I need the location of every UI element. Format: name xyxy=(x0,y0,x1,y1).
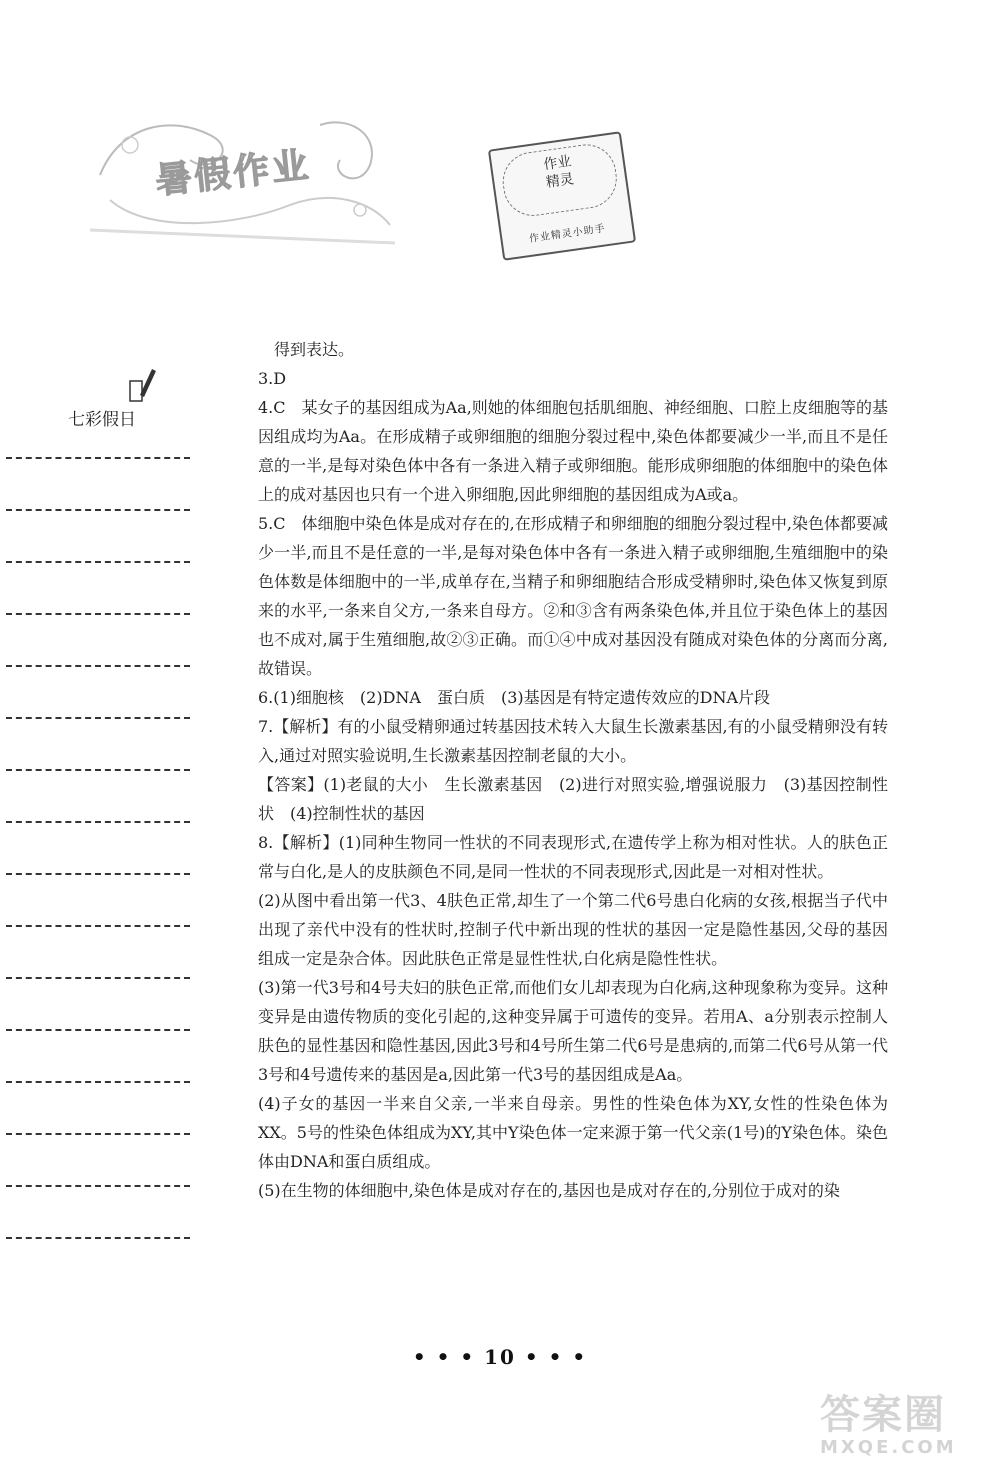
note-line xyxy=(6,1185,190,1187)
answer-paragraph: 7.【解析】有的小鼠受精卵通过转基因技术转入大鼠生长激素基因,有的小鼠受精卵没有转入,通过对照实验说明,生长激素基因控制老鼠的大小。 xyxy=(258,717,888,765)
note-line xyxy=(6,509,190,511)
sidebar-title: 七彩假日 xyxy=(68,410,136,430)
note-line xyxy=(6,925,190,927)
note-line xyxy=(6,769,190,771)
watermark-text: 答案圈 xyxy=(820,1392,946,1438)
note-line xyxy=(6,561,190,563)
answer-paragraph: (2)从图中看出第一代3、4肤色正常,却生了一个第二代6号患白化病的女孩,根据当子代中出现了亲代中没有的性状时,控制子代中新出现的性状的基因一定是隐性基因,父母的基因组成一定是杂合体。因此肤色正常是显性性状,白化病是隐性性状。 xyxy=(258,891,888,968)
answer-paragraph: 【答案】(1)老鼠的大小 生长激素基因 (2)进行对照实验,增强说服力 (3)基因控制性状 (4)控制性状的基因 xyxy=(258,775,888,823)
answer-paragraph: (4)子女的基因一半来自父亲,一半来自母亲。男性的性染色体为XY,女性的性染色体为XX。5号的性染色体组成为XY,其中Y染色体一定来源于第一代父亲(1号)的Y染色体。染色体由DNA和蛋白质组成。 xyxy=(258,1094,888,1171)
watermark-logo xyxy=(820,1393,990,1463)
answer-paragraph: 4.C 某女子的基因组成为Aa,则她的体细胞包括肌细胞、神经细胞、口腔上皮细胞等的基因组成均为Aa。在形成精子或卵细胞的细胞分裂过程中,染色体都要减少一半,而且不是任意的一半,是每对染色体中各有一条进入精子或卵细胞。能形成卵细胞的体细胞中的染色体上的成对基因也只有一个进入卵细胞,因此卵细胞的基因组成为A或a。 xyxy=(258,398,888,504)
banner-title: 暑假作业 xyxy=(153,143,314,203)
note-line xyxy=(6,613,190,615)
note-line xyxy=(6,821,190,823)
note-line xyxy=(6,1081,190,1083)
answer-content xyxy=(258,335,888,1205)
note-line xyxy=(6,717,190,719)
note-line xyxy=(6,665,190,667)
page-number: • • • 10 • • • xyxy=(412,1345,588,1369)
note-line xyxy=(6,1133,190,1135)
answer-paragraph: 6.(1)细胞核 (2)DNA 蛋白质 (3)基因是有特定遗传效应的DNA片段 xyxy=(258,688,771,707)
note-line xyxy=(6,873,190,875)
answer-paragraph: 8.【解析】(1)同种生物同一性状的不同表现形式,在遗传学上称为相对性状。人的肤色正常与白化,是人的皮肤颜色不同,是同一性状的不同表现形式,因此是一对相对性状。 xyxy=(258,833,888,881)
answer-paragraph: 3.D xyxy=(258,369,287,388)
note-line xyxy=(6,977,190,979)
stamp-caption: 作业精灵小助手 xyxy=(528,223,607,245)
answer-paragraph: 得到表达。 xyxy=(274,340,355,359)
note-line xyxy=(6,1029,190,1031)
watermark-url: MXQE.COM xyxy=(820,1437,957,1458)
stamp-title-line1: 作业 xyxy=(542,153,573,174)
answer-paragraph: (3)第一代3号和4号夫妇的肤色正常,而他们女儿却表现为白化病,这种现象称为变异。这种变异是由遗传物质的变化引起的,这种变异属于可遗传的变异。若用A、a分别表示控制人肤色的显性基因和隐性基因,因此3号和4号所生第二代6号是患病的,而第二代6号从第一代3号和4号遗传来的基因是a,因此第一代3号的基因组成是Aa。 xyxy=(258,978,888,1084)
stamp-logo xyxy=(488,131,636,261)
answer-paragraph: (5)在生物的体细胞中,染色体是成对存在的,基因也是成对存在的,分别位于成对的染 xyxy=(258,1181,840,1200)
pen-icon xyxy=(128,365,158,405)
stamp-title-line2: 精灵 xyxy=(544,171,575,192)
answer-paragraph: 5.C 体细胞中染色体是成对存在的,在形成精子和卵细胞的细胞分裂过程中,染色体都要减少一半,而且不是任意的一半,是每对染色体中各有一条进入精子或卵细胞,生殖细胞中的染色体数是体细胞中的一半,成单存在,当精子和卵细胞结合形成受精卵时,染色体又恢复到原来的水平,一条来自父方,一条来自母方。②和③含有两条染色体,并且位于染色体上的基因也不成对,属于生殖细胞,故②③正确。而①④中成对基因没有随成对染色体的分离而分离,故错误。 xyxy=(258,514,888,678)
note-line xyxy=(6,1237,190,1239)
note-line xyxy=(6,457,190,459)
